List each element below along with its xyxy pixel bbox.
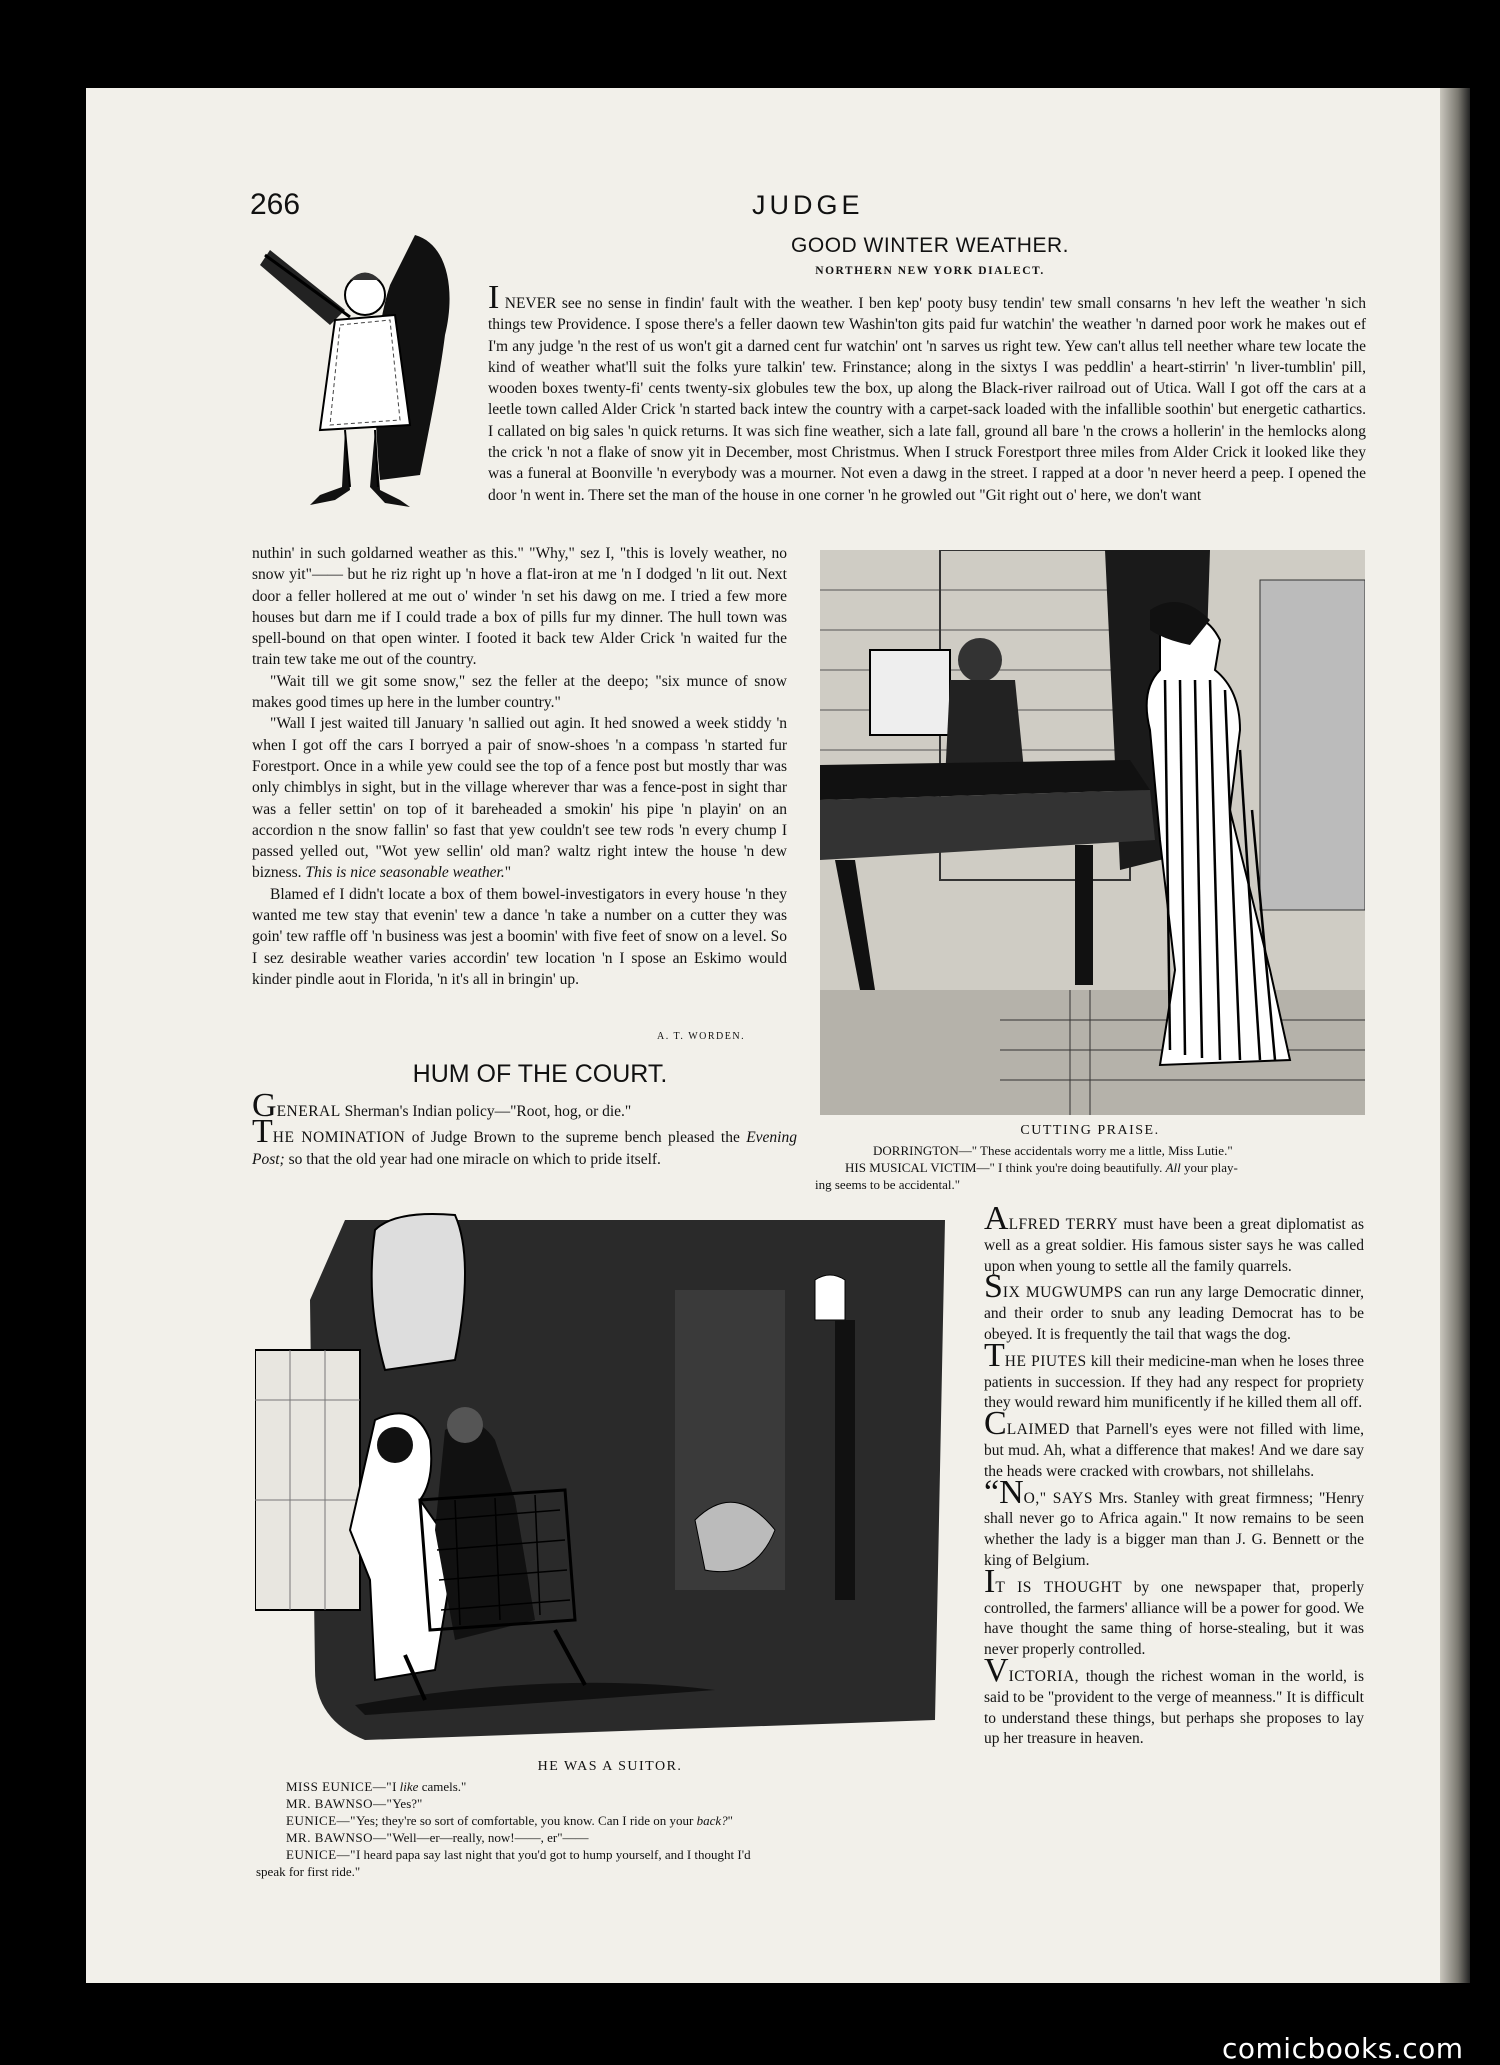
right-item-6-cap: I <box>984 1562 996 1600</box>
page-number: 266 <box>250 188 301 221</box>
man-with-umbrella-illustration <box>250 225 465 525</box>
right-item-4-cap: C <box>984 1405 1007 1443</box>
hum-item-1-cap: G <box>252 1087 277 1124</box>
hum-item-2 <box>252 1113 797 1170</box>
right-item-6-text: by one newspaper that, properly controlled, the farmers' alliance will be a power for good. We have thought the same thing of horse-stealing, but it was never properly controlled. <box>984 1578 1365 1659</box>
caption-line-2 <box>815 1159 1370 1176</box>
paragraph-3: "Wait till we git some snow," sez the feller at the deepo; "six munce of snow makes good times up here in the lumber country." <box>252 672 787 712</box>
suitor-line-1-b: camels." <box>418 1779 467 1794</box>
article-title-good-winter-weather: GOOD WINTER WEATHER. <box>791 234 1069 257</box>
italic-quote-end: " <box>504 864 512 882</box>
suitor-line-4-a: Well—er—really, now!——, er"—— <box>392 1830 589 1845</box>
paragraph-2: nuthin' in such goldarned weather as this." "Why," sez I, "this is lovely weather, no snow yit"—— but he riz right up 'n hove a flat-iron at me 'n I dodged 'n lit out. Next door a feller hollered at me out o' winder 'n set his dawg on me. I tried a few more houses but darn me if I could trade a box of pills fur my dinner. The hull town was spell-bound on that open winter. I footed it back tew Alder Crick 'n waited fur the train tew take me out of the country. <box>252 545 787 669</box>
suitor-line-5-speaker: EUNICE—" <box>286 1847 356 1862</box>
suitor-line-1-a: I <box>392 1779 400 1794</box>
right-item-3 <box>984 1336 1364 1414</box>
right-column-items <box>984 1200 1365 1750</box>
paragraph-4-text: "Wall I jest waited till January 'n sallied out agin. It hed snowed a week stiddy 'n when I got off the cars I borryed a pair of snow-shoes 'n a compass 'n started fur Forestport. Once in a while yew could see the top of a fence post but mostly thar was only chimblys in sight, but in the village wherever thar was a fence-post in sight thar was a feller settin' on top of it bareheaded a smokin' his pipe 'n playin' on an accordion n the snow fallin' so fast that yew couldn't see tew rods 'n every chump I passed yelled out, "Wot yew sellin' old man? waltz right intew the house 'n dew bizness. <box>252 715 787 882</box>
site-watermark: comicbooks.com <box>1222 2032 1464 2065</box>
suitor-line-2-speaker: MR. BAWNSO—" <box>286 1796 393 1811</box>
right-item-7-text: though the richest woman in the world, is said to be "provident to the verge of meanness." It is difficult to understand these things, but perhaps she proposes to lay up her treasure in heaven. <box>984 1667 1365 1748</box>
hum-of-the-court-items <box>252 1087 797 1170</box>
right-item-2-text: can run any large Democratic dinner, and their order to snub any leading Democrat has to be obeyed. It is frequently the tail that wags the dog. <box>984 1284 1364 1343</box>
right-item-5 <box>984 1473 1365 1572</box>
suitor-line-5 <box>256 1846 968 1863</box>
suitor-line-3 <box>256 1812 968 1829</box>
hum-item-1 <box>252 1087 797 1124</box>
right-item-5-lead: O," SAYS <box>1023 1489 1093 1507</box>
hum-item-1-text: Sherman's Indian policy—"Root, hog, or die." <box>344 1103 632 1120</box>
suitor-caption-dialogue <box>256 1778 968 1880</box>
article-subtitle: NORTHERN NEW YORK DIALECT. <box>815 265 1045 277</box>
article-body-intro <box>488 279 1366 506</box>
suitor-line-2-a: Yes?" <box>392 1796 423 1811</box>
piano-caption-dialogue <box>815 1142 1370 1193</box>
drop-cap: I <box>488 279 500 316</box>
right-item-3-lead: HE PIUTES <box>1004 1352 1087 1370</box>
caption-line-2-italic: All <box>1165 1160 1181 1175</box>
intro-paragraph <box>488 279 1366 506</box>
suitor-scene-illustration <box>255 1200 970 1755</box>
author-signature: A. T. WORDEN. <box>657 1031 746 1042</box>
section-title-hum-of-the-court: HUM OF THE COURT. <box>412 1060 668 1088</box>
page-binding-shadow <box>1440 88 1470 1983</box>
hum-item-2-italic: Evening Post; <box>252 1129 797 1168</box>
right-item-7 <box>984 1651 1365 1750</box>
italic-quote: This is nice seasonable weather. <box>305 864 505 882</box>
right-item-6 <box>984 1562 1365 1661</box>
suitor-caption-title: HE WAS A SUITOR. <box>537 1759 683 1774</box>
right-item-1-text: must have been a great diplomatist as well as a great soldier. His famous sister says he was called upon when young to settle all the family quarrels. <box>984 1216 1364 1275</box>
paragraph-5: Blamed ef I didn't locate a box of them bowel-investigators in every house 'n they wanted me tew stay that evenin' tew a dance 'n take a number on a cutter they was goin' tew raffle off 'n business was jest a boomin' with five feet of snow on a level. So I sez desirable weather varies accordin' tew location 'n I spose an Eskimo would kinder pindle aout in Florida, 'n it's all in bringin' up. <box>252 885 787 988</box>
hum-item-2-lead: HE NOMINATION <box>272 1129 406 1147</box>
right-item-1 <box>984 1200 1364 1277</box>
suitor-line-1-italic: like <box>399 1779 419 1794</box>
caption-line-3: ing seems to be accidental." <box>815 1177 961 1192</box>
right-item-2-cap: S <box>984 1268 1003 1306</box>
right-item-7-cap: V <box>984 1651 1009 1689</box>
caption-line-2a: HIS MUSICAL VICTIM—" I think you're doing beautifully. <box>845 1160 1163 1175</box>
suitor-line-5-a: I heard papa say last night that you'd got to hump yourself, and I thought I'd <box>355 1847 751 1862</box>
caption-line-2b: your play- <box>1184 1160 1238 1175</box>
right-item-6-lead: T IS THOUGHT <box>995 1578 1123 1596</box>
right-item-2 <box>984 1268 1364 1345</box>
right-item-4-text: that Parnell's eyes were not filled with lime, but mud. Ah, what a difference that makes! And we dare say the heads were cracked with crowbars, not shillelahs. <box>984 1421 1365 1480</box>
caption-line-1: DORRINGTON—" These accidentals worry me a little, Miss Lutie." <box>873 1143 1233 1158</box>
suitor-line-4-speaker: MR. BAWNSO—" <box>286 1830 393 1845</box>
paragraph-4 <box>252 713 787 883</box>
piano-caption-title: CUTTING PRAISE. <box>1020 1123 1160 1138</box>
hum-item-1-lead: ENERAL <box>276 1103 341 1120</box>
suitor-line-3-b: " <box>727 1813 733 1828</box>
right-item-1-lead: LFRED TERRY <box>1008 1216 1119 1233</box>
right-item-1-cap: A <box>984 1200 1009 1237</box>
right-item-4 <box>984 1405 1365 1482</box>
suitor-line-4 <box>256 1829 968 1846</box>
suitor-line-1-speaker: MISS EUNICE—" <box>286 1779 393 1794</box>
piano-scene-illustration <box>820 550 1365 1115</box>
right-item-5-cap: “N <box>984 1473 1024 1511</box>
magazine-title: JUDGE <box>752 190 864 220</box>
right-item-3-text: kill their medicine-man when he loses three patients in succession. If they had any respect for propriety they would reward him munificently if he killed them all off. <box>984 1352 1364 1412</box>
hum-item-2-cap: T <box>252 1113 273 1151</box>
hum-item-2-text: of Judge Brown to the supreme bench pleased the <box>411 1129 740 1147</box>
suitor-line-3-italic: back? <box>696 1813 728 1828</box>
article-body-left-column <box>252 543 787 990</box>
paragraph-1: NEVER see no sense in findin' fault with the weather. I ben kep' pooty busy tendin' tew small consarns 'n hev left the weather 'n sich things tew Providence. I spose there's a feller daown tew Washin'ton gits paid fur watchin' the weather 'n darned poor work he makes out ef I'm any judge 'n the rest of us won't git a darned cent fur watchin' ont 'n sarves us right tew. Yew can't allus tell neether whare tew locate the kind of weather what'll suit the folks yure talkin' tew. Frinstance; along in the sixtys I was peddlin' a heart-stirrin' 'n liver-tumblin' pill, wooden boxes twenty-fi' cents twenty-six globules tew the box, up along the Black-river railroad out of Utica. Wall I got off the cars at a leetle town called Alder Crick 'n started back intew the country with a carpet-sack loaded with the infallible soothin' but energetic cathartics. I callated on big sales 'n quick returns. It was sich fine weather, sich a late fall, ground all bare 'n the crows a hollerin' in the hemlocks along the crick 'n not a flake of snow yit in December, most Christmus. When I struck Forestport three miles from Alder Crick it looked like they was a funeral at Boonville 'n everybody was a mourner. Not even a dawg in the street. I rapped at a door 'n never heerd a peep. I opened the door 'n went in. There set the man of the house in one corner 'n he growled out "Git right out o' here, we don't want <box>488 295 1366 504</box>
right-item-3-cap: T <box>984 1336 1005 1374</box>
suitor-line-3-speaker: EUNICE—" <box>286 1813 356 1828</box>
right-item-5-text: Mrs. Stanley with great firmness; "Henry shall never go to Africa again." It now remains to be seen whether the lady is a bigger man than J. G. Bennett or the king of Belgium. <box>984 1489 1365 1569</box>
suitor-line-3-a: Yes; they're so sort of comfortable, you know. Can I ride on your <box>355 1813 697 1828</box>
suitor-line-2 <box>256 1795 968 1812</box>
hum-item-2-text2: so that the old year had one miracle on which to pride itself. <box>288 1150 661 1168</box>
suitor-line-1 <box>256 1778 968 1795</box>
right-item-4-lead: LAIMED <box>1006 1421 1070 1439</box>
right-item-2-lead: IX MUGWUMPS <box>1002 1284 1123 1302</box>
suitor-line-6: speak for first ride." <box>256 1864 361 1879</box>
right-item-7-lead: ICTORIA, <box>1008 1667 1080 1685</box>
